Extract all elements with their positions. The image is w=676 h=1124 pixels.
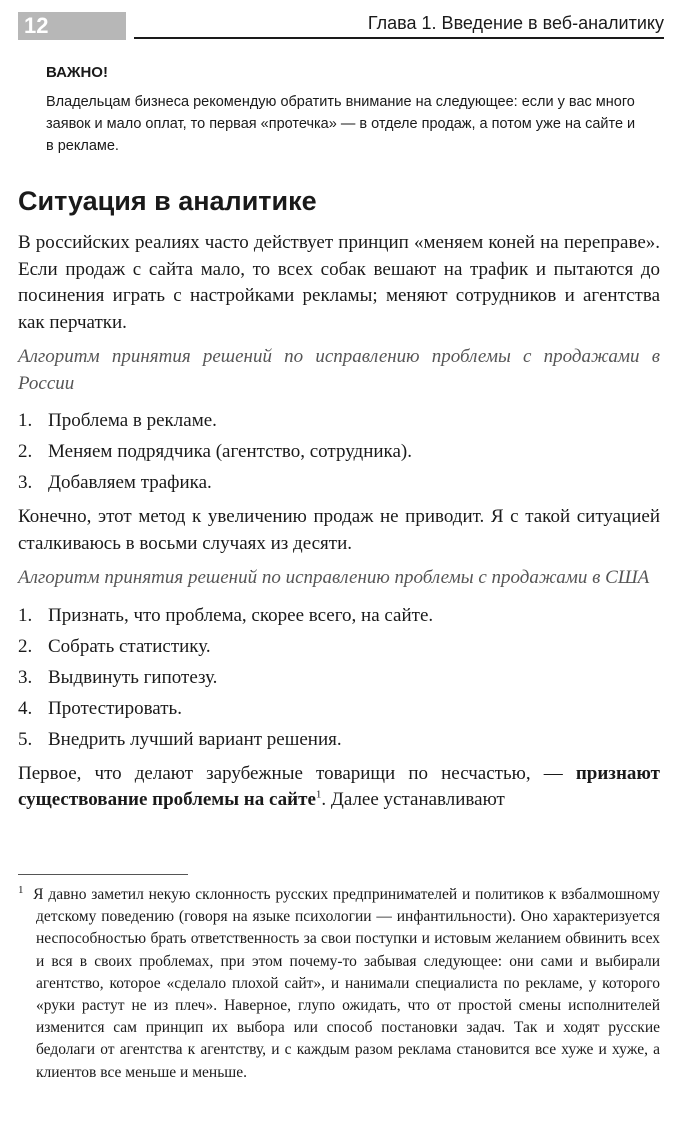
list-item-text: Проблема в рекламе. xyxy=(48,410,217,431)
chapter-title: Глава 1. Введение в веб-аналитику xyxy=(367,13,664,33)
list-item-text: Добавляем трафика. xyxy=(48,472,212,493)
algo-russia-heading: Алгоритм принятия решений по исправлению проблемы с продажами в России xyxy=(18,346,660,394)
list-item-text: Меняем подрядчика (агентство, сотрудника). xyxy=(48,441,412,462)
footnote-ref: 1 xyxy=(315,788,322,801)
list-item xyxy=(18,467,660,498)
final-paragraph xyxy=(18,761,660,814)
list-item-number: 3. xyxy=(18,472,33,493)
russia-steps-list xyxy=(18,405,660,498)
list-item-text: Признать, что проблема, скорее всего, на сайте. xyxy=(48,604,434,626)
list-item-number: 1. xyxy=(18,604,33,626)
note-title: ВАЖНО! xyxy=(46,64,108,81)
list-item xyxy=(18,693,660,724)
footnote-marker: 1 xyxy=(18,883,24,896)
list-item xyxy=(18,600,660,631)
conclusion-paragraph: Конечно, этот метод к увеличению продаж не приводит. Я с такой ситуацией сталкиваюсь в восьми случаях из десяти. xyxy=(18,506,660,554)
algo-usa-heading: Алгоритм принятия решений по исправлению проблемы с продажами в США xyxy=(18,567,650,588)
final-text-end: . Далее устанавливают xyxy=(321,789,505,810)
page-number: 12 xyxy=(18,12,126,40)
list-item-text: Внедрить лучший вариант решения. xyxy=(48,728,342,750)
list-item xyxy=(18,436,660,467)
list-item-number: 5. xyxy=(18,728,33,750)
list-item xyxy=(18,405,660,436)
body-text xyxy=(18,230,660,814)
list-item-number: 4. xyxy=(18,697,33,719)
final-text-start: Первое, что делают зарубежные товарищи по несчастью, — xyxy=(18,762,576,784)
list-item-number: 2. xyxy=(18,635,33,657)
important-note xyxy=(46,64,646,157)
list-item-number: 2. xyxy=(18,441,33,462)
list-item-text: Выдвинуть гипотезу. xyxy=(48,666,218,688)
header-rule xyxy=(134,37,664,39)
note-text: Владельцам бизнеса рекомендую обратить внимание на следующее: если у вас много заявок и мало оплат, то первая «протечка» — в отделе продаж, а потом уже на сайте и в рекламе. xyxy=(46,94,636,154)
list-item-number: 3. xyxy=(18,666,33,688)
list-item xyxy=(18,724,660,755)
list-item xyxy=(18,631,660,662)
footnote xyxy=(18,884,660,1084)
final-text-bold: признают существование проблемы на сайте xyxy=(18,762,660,810)
list-item-number: 1. xyxy=(18,410,33,431)
footnote-text: Я давно заметил некую склонность русских предпринимателей и политиков к взбалмошному детскому поведению (говоря на языке психологии — инфантильности). Оно характеризуется неспособностью брать ответственность за свои поступки и истовым желанием обвинить всех и вся в своих проблемах, при этом почему-то забывая следующее: они сами и выбирали агентство, которое «сделало плохой сайт», и нанимали специалиста по рекламе, у которого «руки растут не из плеч». Наверное, глупо ожидать, что от простой смены исполнителей изменится сам принцип их выбора или способ постановки задач. Так и ходят русские бедолаги от агентства к агентству, и с каждым разом реклама становится все хуже и хуже, а клиентов все меньше и меньше. xyxy=(33,886,660,1081)
page-header xyxy=(18,12,664,40)
intro-paragraph: В российских реалиях часто действует принцип «меняем коней на переправе». Если продаж с сайта мало, то всех собак вешают на трафик и пытаются до посинения играть с настройками рекламы; меняют сотрудников и агентства как перчатки. xyxy=(18,232,660,333)
list-item-text: Протестировать. xyxy=(48,697,182,719)
section-title: Ситуация в аналитике xyxy=(18,186,317,216)
list-item-text: Собрать статистику. xyxy=(48,635,211,657)
footnote-rule xyxy=(18,874,188,875)
usa-steps-list xyxy=(18,600,660,755)
list-item xyxy=(18,662,660,693)
